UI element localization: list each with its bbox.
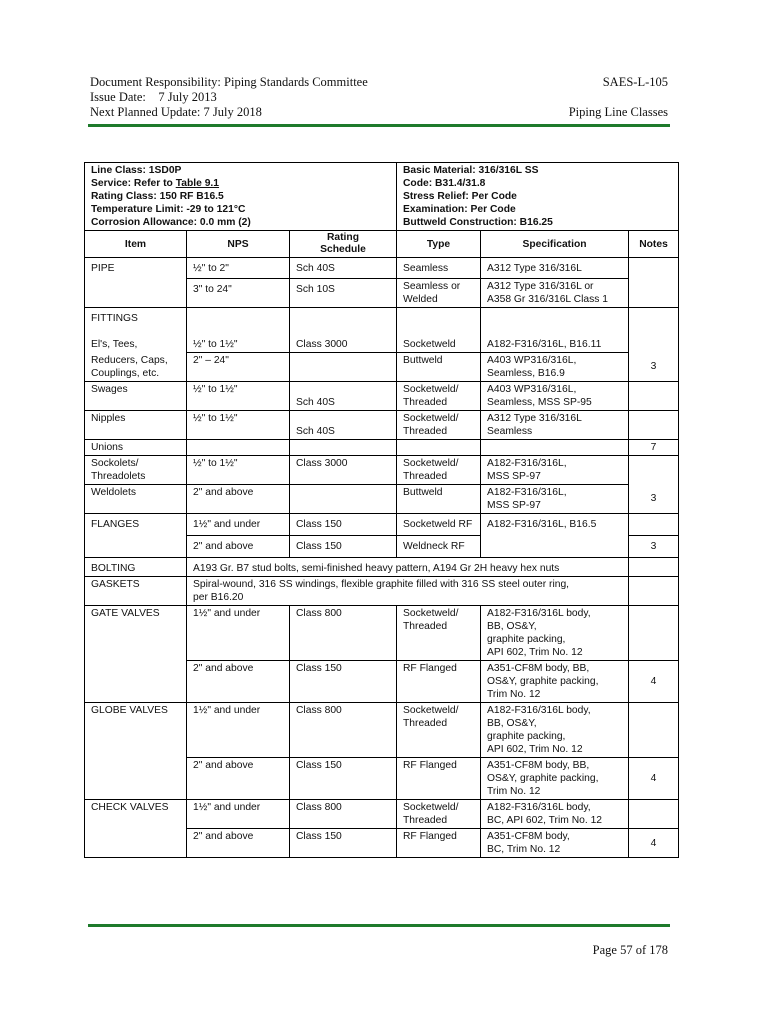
info-row bbox=[85, 163, 679, 231]
col-spec: Specification bbox=[481, 231, 629, 258]
line-class: Line Class: 1SD0P bbox=[91, 165, 182, 176]
table-row: FLANGES 1½" and under Class 150 Socketweld RF A182-F316/316L, B16.5 bbox=[85, 514, 679, 536]
code: Code: B31.4/31.8 bbox=[403, 178, 486, 189]
service-table-link[interactable]: Table 9.1 bbox=[175, 178, 220, 189]
line-class-table bbox=[84, 162, 679, 858]
table-row: 2" and above Class 150 RF Flanged A351-CF8M body, BB, OS&Y, graphite packing, Trim No. 12 4 bbox=[85, 661, 679, 703]
next-update: Next Planned Update: 7 July 2018 bbox=[90, 105, 262, 119]
page-number: Page 57 of 178 bbox=[592, 943, 668, 957]
table-row: Sockolets/ Threadolets ½" to 1½" Class 3000 Socketweld/ Threaded A182-F316/316L, MSS SP-97 bbox=[85, 456, 679, 485]
col-type: Type bbox=[397, 231, 481, 258]
corrosion-allowance: Corrosion Allowance: 0.0 mm (2) bbox=[91, 217, 251, 228]
table-row: FITTINGS El's, Tees, ½" to 1½" Class 3000 Socketweld A182-F316/316L, B16.11 bbox=[85, 308, 679, 353]
footer-rule bbox=[88, 924, 670, 927]
item-cell: PIPE bbox=[85, 258, 187, 308]
table-row: Swages ½" to 1½" Sch 40S Socketweld/ Threaded A403 WP316/316L, Seamless, MSS SP-95 bbox=[85, 382, 679, 411]
table-row: GLOBE VALVES 1½" and under Class 800 Socketweld/ Threaded A182-F316/316L body, BB, OS&Y, graphite packing, API 602, Trim No. 12 bbox=[85, 703, 679, 758]
table-row: GASKETS Spiral-wound, 316 SS windings, flexible graphite filled with 316 SS steel outer ring, per B16.20 bbox=[85, 577, 679, 606]
basic-material: Basic Material: 316/316L SS bbox=[403, 165, 539, 176]
stress-relief: Stress Relief: Per Code bbox=[403, 191, 517, 202]
column-header-row bbox=[85, 231, 679, 258]
rating-class: Rating Class: 150 RF B16.5 bbox=[91, 191, 224, 202]
examination: Examination: Per Code bbox=[403, 204, 516, 215]
document-header-left bbox=[90, 75, 368, 120]
col-rating: Rating Schedule bbox=[290, 231, 397, 258]
header-rule bbox=[88, 124, 670, 127]
doc-title: Piping Line Classes bbox=[568, 105, 668, 119]
table-row: PIPE ½" to 2" Sch 40S Seamless A312 Type 316/316L bbox=[85, 258, 679, 279]
table-row: Unions 7 bbox=[85, 440, 679, 456]
buttweld-construction: Buttweld Construction: B16.25 bbox=[403, 217, 553, 228]
issue-date: Issue Date: 7 July 2013 bbox=[90, 90, 217, 104]
col-item: Item bbox=[85, 231, 187, 258]
table-row: Reducers, Caps, Couplings, etc. 2" – 24" Buttweld A403 WP316/316L, Seamless, B16.9 3 bbox=[85, 353, 679, 382]
service: Service: Refer to Table 9.1 bbox=[91, 178, 220, 189]
table-row: 3" to 24" Sch 10S Seamless or Welded A312 Type 316/316L or A358 Gr 316/316L Class 1 bbox=[85, 279, 679, 308]
table-row: 2" and above Class 150 Weldneck RF 3 bbox=[85, 536, 679, 558]
table-row: GATE VALVES 1½" and under Class 800 Socketweld/ Threaded A182-F316/316L body, BB, OS&Y, graphite packing, API 602, Trim No. 12 bbox=[85, 606, 679, 661]
table-row: Nipples ½" to 1½" Sch 40S Socketweld/ Threaded A312 Type 316/316L Seamless bbox=[85, 411, 679, 440]
doc-responsibility: Document Responsibility: Piping Standards Committee bbox=[90, 75, 368, 89]
table-row: 2" and above Class 150 RF Flanged A351-CF8M body, BB, OS&Y, graphite packing, Trim No. 12 4 bbox=[85, 758, 679, 800]
table-row: CHECK VALVES 1½" and under Class 800 Socketweld/ Threaded A182-F316/316L body, BC, API 602, Trim No. 12 bbox=[85, 800, 679, 829]
info-left bbox=[85, 163, 397, 231]
col-notes: Notes bbox=[629, 231, 679, 258]
doc-number: SAES-L-105 bbox=[602, 75, 668, 89]
temperature-limit: Temperature Limit: -29 to 121°C bbox=[91, 204, 246, 215]
table-row: Weldolets 2" and above Buttweld A182-F316/316L, MSS SP-97 3 bbox=[85, 485, 679, 514]
table-row: 2" and above Class 150 RF Flanged A351-CF8M body, BC, Trim No. 12 4 bbox=[85, 829, 679, 858]
col-nps: NPS bbox=[187, 231, 290, 258]
info-right bbox=[397, 163, 679, 231]
table-row: BOLTING A193 Gr. B7 stud bolts, semi-finished heavy pattern, A194 Gr 2H heavy hex nuts bbox=[85, 558, 679, 577]
